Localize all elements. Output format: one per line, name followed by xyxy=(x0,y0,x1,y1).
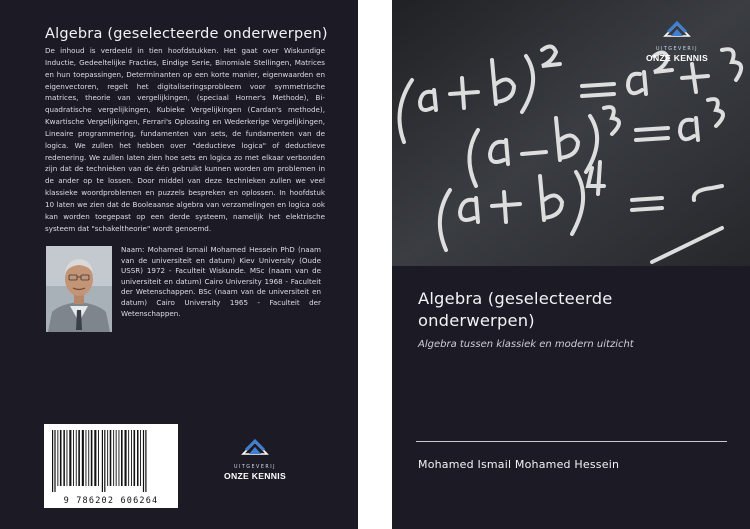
barcode-bar xyxy=(73,430,74,486)
barcode-bar xyxy=(67,430,68,486)
barcode-bar xyxy=(52,430,53,492)
back-cover-title: Algebra (geselecteerde onderwerpen) xyxy=(45,26,328,42)
front-cover-author: Mohamed Ismail Mohamed Hessein xyxy=(418,458,620,471)
barcode-bar xyxy=(113,430,114,486)
barcode-bar xyxy=(82,430,84,486)
barcode-bar xyxy=(78,430,80,486)
barcode-bar xyxy=(125,430,127,486)
barcode-bar xyxy=(107,430,108,486)
barcode-bar xyxy=(137,430,139,486)
barcode-bar xyxy=(119,430,120,486)
barcode-bar xyxy=(76,430,77,486)
spine xyxy=(358,0,392,529)
barcode-bar xyxy=(128,430,129,486)
barcode-bar xyxy=(134,430,136,486)
divider xyxy=(416,441,727,442)
barcode-bar xyxy=(98,430,99,486)
back-cover-description: De inhoud is verdeeld in tien hoofdstukken. Het gaat over Wiskundige Inductie, Gedeeltelijke Fracties, Eindige Serie, Binomiale Stellingen, Matrices en hun toepassingen, Determinanten op een korte manier, eigenwaarden en eigenvectoren, regelt het digitaliseringsprobleem voor symmetrische matrices, theorie van vergelijkingen, (speciaal Horner's Methode), Bi-quadratische vergelijkingen, Kubieke Vergelijkingen (Cardan's methode), Kwartische Vergelijkingen, Ferrari's Oplossing en Wederkerige Vergelijkingen, Lineaire programmering, fundamenten van sets, de fundamenten van de logica. We zullen het hebben over "deductieve logica" of deductieve redenering. We zullen laten zien hoe sets en logica zo met elkaar verbonden zijn dat de technieken van de één gebruikt kunnen worden om problemen in de ander op te lossen. Door middel van deze technieken zullen we veel klassieke woordproblemen en puzzels bespreken en oplossen. In hoofdstuk 10 laten we zien dat de Booleaanse algebra van verzamelingen en logica ook kan worden toegepast op een derde systeem, namelijk het elektrische systeem dat "schakeltheorie" wordt genoemd. xyxy=(45,46,325,233)
barcode-bar xyxy=(102,430,103,492)
publisher-label: UITGEVERIJ xyxy=(233,465,277,470)
book-stack-icon xyxy=(662,18,692,40)
barcode-bar xyxy=(104,430,105,492)
publisher-logo-front xyxy=(632,18,722,63)
barcode-bar xyxy=(63,430,65,486)
barcode-bar xyxy=(145,430,146,492)
front-cover-subtitle: Algebra tussen klassiek en modern uitzicht xyxy=(418,339,634,350)
barcode-bar xyxy=(140,430,141,486)
book-stack-icon xyxy=(240,436,270,458)
barcode-bar xyxy=(131,430,132,486)
front-cover-title: Algebra (geselecteerde onderwerpen) xyxy=(418,289,613,330)
publisher-logo-back xyxy=(210,436,300,481)
publisher-name: ONZE KENNIS xyxy=(645,53,709,63)
publisher-name: ONZE KENNIS xyxy=(223,471,287,481)
barcode-bar xyxy=(54,430,55,492)
barcode-bar xyxy=(143,430,144,492)
barcode-bar xyxy=(60,430,62,486)
barcode-bar xyxy=(57,430,58,486)
back-cover xyxy=(0,0,358,529)
barcode-bar xyxy=(91,430,93,486)
barcode-bar xyxy=(69,430,71,486)
isbn-barcode xyxy=(44,424,178,508)
isbn-number: 9 786202 606264 xyxy=(63,496,159,506)
barcode-bar xyxy=(121,430,123,486)
author-bio: Naam: Mohamed Ismail Mohamed Hessein PhD (naam van de universiteit en datum) Kiev University (Oude USSR) 1972 - Faculteit Wiskunde. MSc (naam van de universiteit en datum) Cairo University 1968 - Faculteit der Wetenschappen. BSc (naam van de universiteit en datum) Cairo University 1965 - Faculteit der Wetenschappen. xyxy=(121,245,321,318)
barcode-bar xyxy=(86,430,87,486)
barcode-bar xyxy=(94,430,96,486)
barcode-bar xyxy=(88,430,89,486)
barcode-bar xyxy=(116,430,117,486)
barcode-bar xyxy=(110,430,112,486)
publisher-label: UITGEVERIJ xyxy=(655,47,699,52)
front-cover xyxy=(392,0,750,529)
author-photo xyxy=(46,246,112,332)
